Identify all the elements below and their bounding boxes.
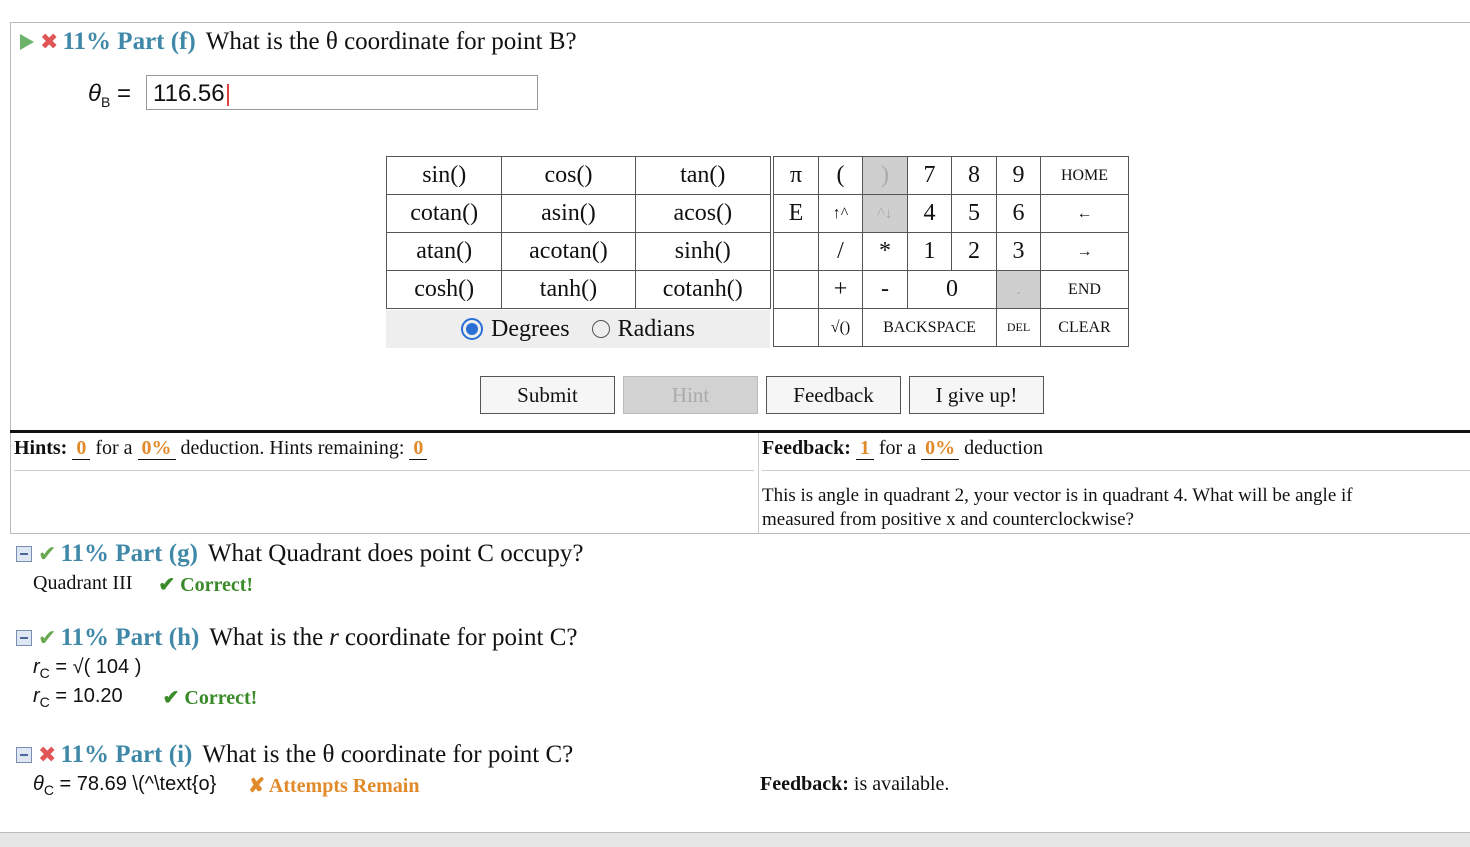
hints-percent: 0% <box>138 437 176 460</box>
angle-mode-selector <box>386 310 770 348</box>
key-cos[interactable]: cos() <box>502 157 635 195</box>
feedback-label: Feedback: <box>762 437 851 459</box>
key-4[interactable]: 4 <box>908 195 952 233</box>
theta-subscript: C <box>43 782 54 798</box>
feedback-for-a: for a <box>878 437 917 459</box>
key-right-arrow[interactable]: → <box>1041 233 1129 271</box>
part-g-status: ✔ Correct! <box>158 574 254 596</box>
key-left-arrow[interactable]: ← <box>1041 195 1129 233</box>
function-keypad <box>386 156 771 309</box>
answer-label <box>88 80 131 110</box>
text-caret <box>227 84 229 106</box>
give-up-button[interactable]: I give up! <box>909 376 1044 414</box>
part-h-question-pre: What is the <box>209 624 324 651</box>
part-g-answer: Quadrant III <box>33 572 133 594</box>
hints-line <box>14 437 427 460</box>
key-minus[interactable]: - <box>863 271 908 309</box>
key-2[interactable]: 2 <box>952 233 997 271</box>
part-h-percent: 11% Part (h) <box>60 624 200 651</box>
answer-input[interactable] <box>146 75 538 110</box>
play-icon[interactable] <box>20 34 34 50</box>
collapse-icon[interactable] <box>16 630 32 646</box>
part-g-percent: 11% Part (g) <box>60 540 198 567</box>
part-g-answer-row <box>33 572 253 597</box>
key-1[interactable]: 1 <box>908 233 952 271</box>
r-subscript: C <box>39 665 50 681</box>
theta-symbol: θ <box>88 80 102 107</box>
feedback-line <box>762 437 1043 460</box>
key-sinh[interactable]: sinh() <box>635 233 770 271</box>
part-f-question: What is the θ coordinate for point B? <box>205 28 577 55</box>
key-end[interactable]: END <box>1041 271 1129 309</box>
degrees-radio[interactable] <box>461 318 483 340</box>
hint-button: Hint <box>623 376 758 414</box>
feedback-message-line-1: This is angle in quadrant 2, your vector is in quadrant 4. What will be angle if <box>762 485 1353 506</box>
part-i-percent: 11% Part (i) <box>60 741 193 768</box>
column-divider <box>758 433 759 533</box>
hints-divider <box>10 430 1470 433</box>
incorrect-x-icon: ✖ <box>40 29 59 55</box>
key-backspace[interactable]: BACKSPACE <box>863 309 997 347</box>
part-f-percent: 11% Part (f) <box>62 28 196 55</box>
key-del[interactable]: DEL <box>997 309 1041 347</box>
r-symbol: r <box>33 685 40 707</box>
part-i-feedback-text: is available. <box>853 773 950 795</box>
key-blank-3 <box>774 309 819 347</box>
key-power-up[interactable]: ↑^ <box>819 195 863 233</box>
key-sin[interactable]: sin() <box>387 157 502 195</box>
feedback-message-line-2: measured from positive x and counterclockwise? <box>762 509 1134 530</box>
radians-label: Radians <box>617 315 695 342</box>
hints-for-a: for a <box>95 437 133 459</box>
key-asin[interactable]: asin() <box>502 195 635 233</box>
part-i-feedback <box>760 773 949 796</box>
part-i-answer-row <box>33 773 419 798</box>
part-h-value: = 10.20 <box>55 685 123 707</box>
key-multiply[interactable]: * <box>863 233 908 271</box>
degrees-label: Degrees <box>491 315 570 342</box>
part-i-feedback-label: Feedback: <box>760 773 849 795</box>
key-9[interactable]: 9 <box>997 157 1041 195</box>
hints-label: Hints: <box>14 437 68 459</box>
r-subscript: C <box>39 694 50 710</box>
part-g-header <box>16 540 584 568</box>
key-dot: . <box>997 271 1041 309</box>
hints-remaining: 0 <box>409 437 427 460</box>
key-plus[interactable]: + <box>819 271 863 309</box>
key-divide[interactable]: / <box>819 233 863 271</box>
part-h-line-1 <box>33 656 141 681</box>
correct-check-icon: ✔ <box>38 541 57 567</box>
part-h-line-2 <box>33 685 257 710</box>
key-7[interactable]: 7 <box>908 157 952 195</box>
feedback-percent: 0% <box>921 437 959 460</box>
key-8[interactable]: 8 <box>952 157 997 195</box>
hints-underline <box>14 470 754 471</box>
part-i-header <box>16 741 573 769</box>
feedback-message <box>762 484 1353 532</box>
collapse-icon[interactable] <box>16 546 32 562</box>
key-power-down: ^↓ <box>863 195 908 233</box>
incorrect-x-icon: ✖ <box>38 742 57 768</box>
action-buttons <box>480 376 1044 414</box>
part-i-answer: = 78.69 \(^\text{o} <box>59 773 217 795</box>
key-home[interactable]: HOME <box>1041 157 1129 195</box>
key-3[interactable]: 3 <box>997 233 1041 271</box>
key-cosh[interactable]: cosh() <box>387 271 502 309</box>
key-0[interactable]: 0 <box>908 271 997 309</box>
number-keypad <box>773 156 1129 347</box>
feedback-underline <box>762 470 1470 471</box>
key-right-paren: ) <box>863 157 908 195</box>
key-5[interactable]: 5 <box>952 195 997 233</box>
collapse-icon[interactable] <box>16 747 32 763</box>
key-cotanh[interactable]: cotanh() <box>635 271 770 309</box>
key-blank-2 <box>774 271 819 309</box>
key-acos[interactable]: acos() <box>635 195 770 233</box>
submit-button[interactable]: Submit <box>480 376 615 414</box>
part-f-header <box>20 28 577 56</box>
label-subscript: B <box>101 93 111 110</box>
theta-symbol: θ <box>33 773 44 795</box>
page-footer-bar <box>0 832 1470 847</box>
key-tanh[interactable]: tanh() <box>502 271 635 309</box>
part-i-question: What is the θ coordinate for point C? <box>202 741 574 768</box>
feedback-deduction-text: deduction <box>964 437 1043 459</box>
feedback-button[interactable]: Feedback <box>766 376 901 414</box>
radians-radio[interactable] <box>592 320 610 338</box>
part-h-header <box>16 624 577 652</box>
key-clear[interactable]: CLEAR <box>1041 309 1129 347</box>
hints-deduction-text: deduction. Hints remaining: <box>180 437 405 459</box>
part-h-expression: = √( 104 ) <box>55 656 142 678</box>
r-symbol: r <box>33 656 40 678</box>
feedback-count: 1 <box>856 437 874 460</box>
correct-check-icon: ✔ <box>38 625 57 651</box>
part-i-status: ✘ Attempts Remain <box>248 775 420 797</box>
key-e[interactable]: E <box>774 195 819 233</box>
key-cotan[interactable]: cotan() <box>387 195 502 233</box>
part-h-question-post: coordinate for point C? <box>344 624 578 651</box>
key-6[interactable]: 6 <box>997 195 1041 233</box>
answer-input-value: 116.56 <box>153 80 225 107</box>
key-left-paren[interactable]: ( <box>819 157 863 195</box>
key-acotan[interactable]: acotan() <box>502 233 635 271</box>
key-tan[interactable]: tan() <box>635 157 770 195</box>
part-h-status: ✔ Correct! <box>162 687 258 709</box>
equals-sign: = <box>117 80 132 107</box>
key-atan[interactable]: atan() <box>387 233 502 271</box>
key-pi[interactable]: π <box>774 157 819 195</box>
key-sqrt[interactable]: √() <box>819 309 863 347</box>
key-blank-1 <box>774 233 819 271</box>
part-g-question: What Quadrant does point C occupy? <box>207 540 584 567</box>
hints-count: 0 <box>72 437 90 460</box>
part-h-question-var: r <box>329 624 339 651</box>
